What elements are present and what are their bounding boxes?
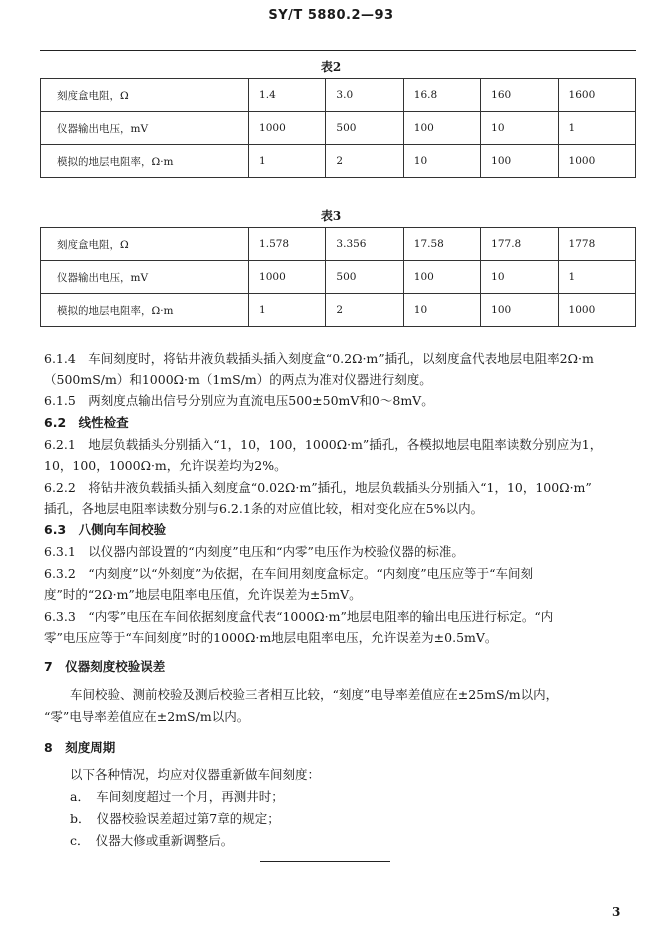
clause-6-3-3-line-2: 零”电压应等于“车间刻度”时的1000Ω·m地层电阻率电压，允许误差为±0.5mV。 [44,630,498,645]
table-row [41,228,636,261]
row-label: 模拟的地层电阻率，Ω·m [41,145,249,178]
table-cell: 1 [558,112,635,145]
table-row [41,112,636,145]
table-cell: 160 [481,79,558,112]
table-cell: 16.8 [403,79,480,112]
table-cell: 500 [326,112,403,145]
table3 [40,227,636,327]
section-7-line-1: 车间校验、测前校验及测后校验三者相互比较，“刻度”电导率差值应在±25mS/m以内， [70,687,559,702]
row-label: 仪器输出电压，mV [41,261,249,294]
table-cell: 3.0 [326,79,403,112]
table-cell: 1000 [558,294,635,327]
table-row [41,79,636,112]
table-cell: 100 [481,294,558,327]
table-cell: 10 [403,294,480,327]
clause-6-1-4-line-1: 6.1.4 车间刻度时，将钻井液负载插头插入刻度盒“0.2Ω·m”插孔，以刻度盒代表地层电阻率2Ω·m [44,351,594,366]
table-cell: 1 [249,145,326,178]
section-6-3-heading: 6.3 八侧向车间校验 [44,522,167,537]
table-row [41,145,636,178]
clause-6-3-2-line-1: 6.3.2 “内刻度”以“外刻度”为依据，在车间用刻度盒标定。“内刻度”电压应等于“车间刻 [44,566,534,581]
clause-6-2-2-line-1: 6.2.2 将钻井液负载插头插入刻度盒“0.02Ω·m”插孔，地层负载插头分别插入“1，10，100Ω·m” [44,480,592,495]
clause-6-1-4-line-2: （500mS/m）和1000Ω·m（1mS/m）的两点为准对仪器进行刻度。 [44,372,432,387]
table-cell: 3.356 [326,228,403,261]
list-item-b: b． 仪器校验误差超过第7章的规定； [70,811,280,826]
list-item-a: a． 车间刻度超过一个月，再测井时； [70,789,284,804]
row-label: 刻度盒电阻，Ω [41,79,249,112]
section-8-intro: 以下各种情况，均应对仪器重新做车间刻度： [70,767,321,782]
header-rule [40,50,636,51]
section-7-heading: 7 仪器刻度校验误差 [44,659,166,674]
table3-caption: 表3 [320,209,342,223]
end-rule [260,861,390,862]
table2-caption: 表2 [320,60,342,74]
table-cell: 1000 [249,112,326,145]
clause-6-3-3-line-1: 6.3.3 “内零”电压在车间依据刻度盒代表“1000Ω·m”地层电阻率的输出电压进行标定。“内 [44,609,554,624]
table-cell: 17.58 [403,228,480,261]
clause-6-3-2-line-2: 度”时的“2Ω·m”地层电阻率电压值，允许误差为±5mV。 [44,587,362,602]
clause-6-2-2-line-2: 插孔，各地层电阻率读数分别与6.2.1条的对应值比较，相对变化应在5%以内。 [44,501,484,516]
section-8-heading: 8 刻度周期 [44,740,116,755]
standard-code-header: SY/T 5880.2—93 [268,8,394,23]
table-cell: 10 [481,112,558,145]
table-cell: 10 [403,145,480,178]
table-cell: 1778 [558,228,635,261]
clause-6-2-1-line-1: 6.2.1 地层负载插头分别插入“1，10，100，1000Ω·m”插孔，各模拟地层电阻率读数分别应为1， [44,437,603,452]
table-cell: 1 [249,294,326,327]
table-cell: 1 [558,261,635,294]
clause-6-2-1-line-2: 10，100，1000Ω·m，允许误差均为2%。 [44,458,287,473]
table-cell: 1000 [558,145,635,178]
table-cell: 500 [326,261,403,294]
table-cell: 1000 [249,261,326,294]
table2 [40,78,636,178]
page-number: 3 [612,905,621,919]
table-cell: 100 [403,261,480,294]
row-label: 刻度盒电阻，Ω [41,228,249,261]
table-cell: 100 [403,112,480,145]
table-cell: 1600 [558,79,635,112]
row-label: 仪器输出电压，mV [41,112,249,145]
list-item-c: c． 仪器大修或重新调整后。 [70,833,234,848]
table-cell: 2 [326,145,403,178]
table-cell: 1.578 [249,228,326,261]
section-7-line-2: “零”电导率差值应在±2mS/m以内。 [44,709,250,724]
section-6-2-heading: 6.2 线性检查 [44,415,129,430]
table-cell: 100 [481,145,558,178]
table-row [41,294,636,327]
clause-6-3-1: 6.3.1 以仪器内部设置的“内刻度”电压和“内零”电压作为校验仪器的标准。 [44,544,464,559]
table-cell: 1.4 [249,79,326,112]
table-cell: 177.8 [481,228,558,261]
row-label: 模拟的地层电阻率，Ω·m [41,294,249,327]
table-row [41,261,636,294]
clause-6-1-5: 6.1.5 两刻度点输出信号分别应为直流电压500±50mV和0～8mV。 [44,393,434,408]
table-cell: 10 [481,261,558,294]
table-cell: 2 [326,294,403,327]
